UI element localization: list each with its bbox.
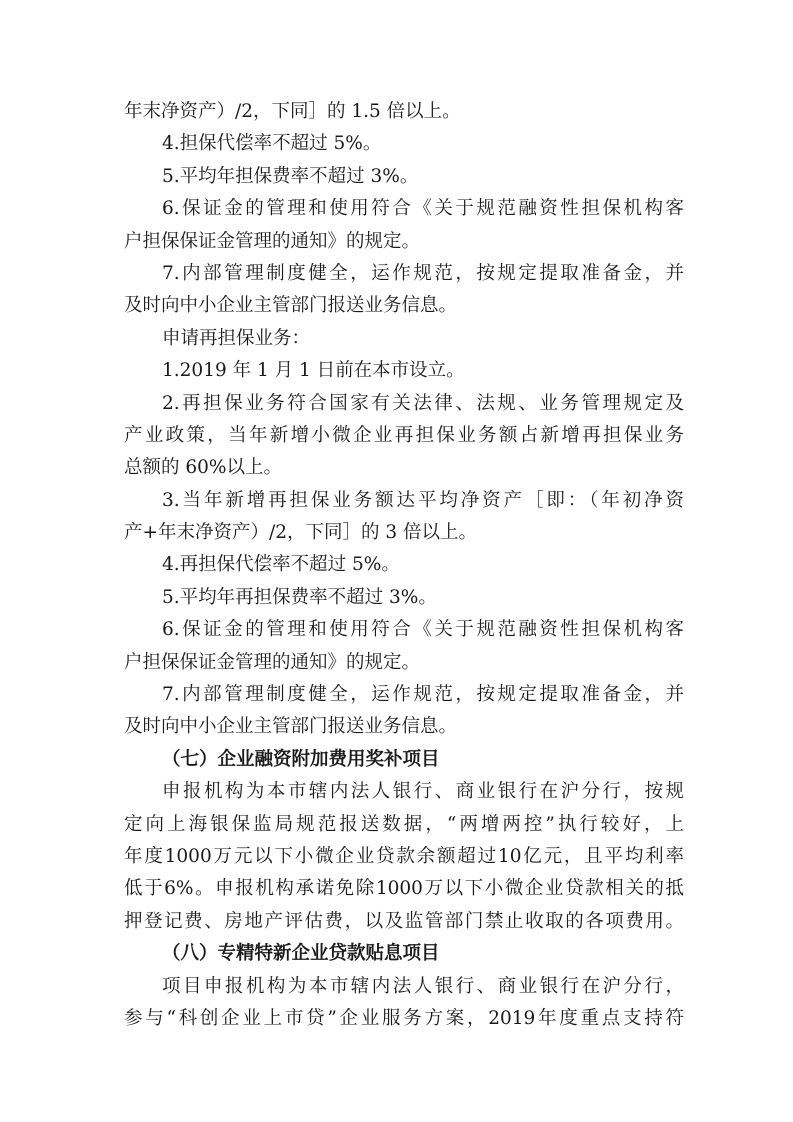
text-line: 及时向中小企业主管部门报送业务信息。 xyxy=(124,716,458,738)
text-line: 产业政策，当年新增小微企业再担保业务额占新增再担保业务 xyxy=(124,424,684,446)
text-line: 6.保证金的管理和使用符合《关于规范融资性担保机构客 xyxy=(162,198,684,220)
text-line: 4.再担保代偿率不超过 5%。 xyxy=(162,554,400,576)
text-line: 5.平均年担保费率不超过 3%。 xyxy=(162,165,419,187)
document-body xyxy=(124,96,684,1035)
text-line: 总额的 60%以上。 xyxy=(124,457,283,479)
text-line: 3.当年新增再担保业务额达平均净资产［即：（年初净资 xyxy=(162,489,684,511)
text-line: 5.平均年再担保费率不超过 3%。 xyxy=(162,586,437,608)
text-line: 低于6%。申报机构承诺免除1000万以下小微企业贷款相关的抵 xyxy=(124,878,684,900)
text-line: 项目申报机构为本市辖内法人银行、商业银行在沪分行， xyxy=(162,975,684,997)
text-line: 户担保保证金管理的通知》的规定。 xyxy=(124,230,421,252)
text-line: 产+年末净资产）/2，下同］的 3 倍以上。 xyxy=(124,522,478,544)
text-line: 年度1000万元以下小微企业贷款余额超过10亿元，且平均利率 xyxy=(124,845,684,867)
section-heading: （八）专精特新企业贷款贴息项目 xyxy=(162,943,440,965)
text-line: 年末净资产）/2，下同］的 1.5 倍以上。 xyxy=(124,101,461,122)
text-line: 6.保证金的管理和使用符合《关于规范融资性担保机构客 xyxy=(162,619,684,641)
text-line: 押登记费、房地产评估费，以及监管部门禁止收取的各项费用。 xyxy=(124,910,684,932)
text-line: 定向上海银保监局规范报送数据，“两增两控”执行较好，上 xyxy=(124,813,684,835)
text-line: 申报机构为本市辖内法人银行、商业银行在沪分行，按规 xyxy=(162,781,684,803)
text-line: 2.再担保业务符合国家有关法律、法规、业务管理规定及 xyxy=(162,392,684,414)
text-line: 7.内部管理制度健全，运作规范，按规定提取准备金，并 xyxy=(162,684,684,706)
text-line: 7.内部管理制度健全，运作规范，按规定提取准备金，并 xyxy=(162,262,684,284)
section-heading: （七）企业融资附加费用奖补项目 xyxy=(162,748,440,770)
text-line: 1.2019 年 1 月 1 日前在本市设立。 xyxy=(162,360,465,382)
text-line: 参与“科创企业上市贷”企业服务方案，2019年度重点支持符 xyxy=(124,1007,684,1029)
text-line: 及时向中小企业主管部门报送业务信息。 xyxy=(124,295,458,317)
subsection-heading: 申请再担保业务： xyxy=(162,327,311,349)
text-line: 户担保保证金管理的通知》的规定。 xyxy=(124,651,421,673)
text-line: 4.担保代偿率不超过 5%。 xyxy=(162,133,382,155)
